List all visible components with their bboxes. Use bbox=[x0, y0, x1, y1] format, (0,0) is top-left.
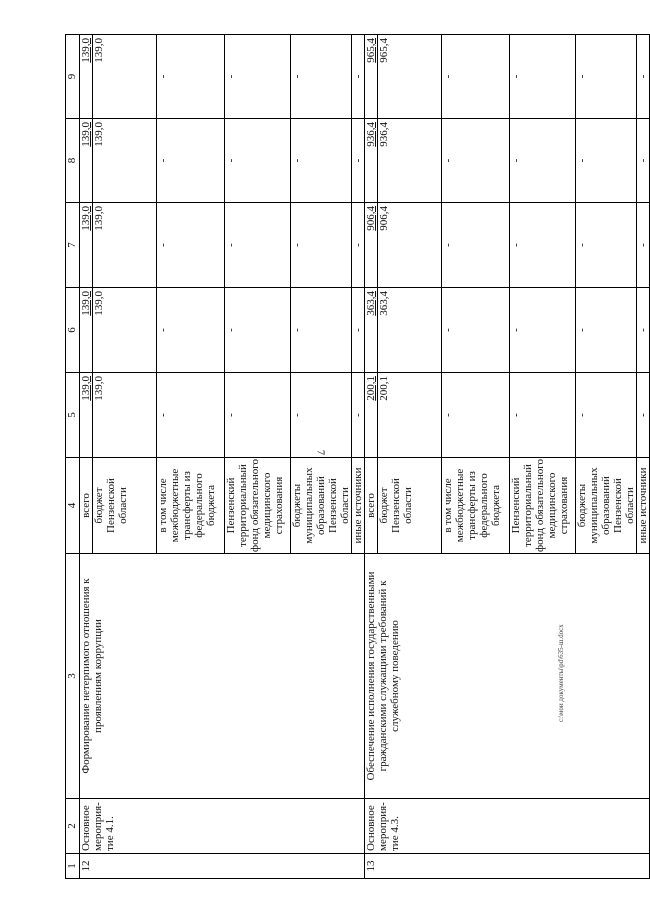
funding-value: - bbox=[291, 203, 352, 288]
funding-value: 139,0 bbox=[80, 35, 93, 119]
funding-value: - bbox=[637, 373, 650, 458]
funding-value: - bbox=[510, 203, 576, 288]
funding-value: 965,4 bbox=[365, 35, 378, 119]
funding-value: 139,0 bbox=[80, 288, 93, 373]
row-number: 12 bbox=[80, 854, 365, 879]
column-number: 1 bbox=[66, 854, 80, 879]
funding-value: - bbox=[291, 373, 352, 458]
funding-value: - bbox=[225, 119, 291, 203]
funding-source: в том числе межбюджетные трансферты из федерального бюджета bbox=[442, 458, 510, 554]
funding-value: - bbox=[637, 203, 650, 288]
column-number: 6 bbox=[66, 288, 80, 373]
funding-value: - bbox=[352, 35, 365, 119]
funding-value: - bbox=[157, 203, 225, 288]
funding-value: 139,0 bbox=[93, 288, 157, 373]
funding-source: Пензенский территориальный фонд обязательного медицинского страхования bbox=[225, 458, 291, 554]
funding-source: иные источники bbox=[352, 458, 365, 554]
funding-value: 200,1 bbox=[378, 373, 442, 458]
column-number: 8 bbox=[66, 119, 80, 203]
funding-value: - bbox=[637, 35, 650, 119]
measure-description: Формирование нетерпимого отношения к проявлениям коррупции bbox=[80, 554, 365, 799]
funding-value: 139,0 bbox=[93, 119, 157, 203]
funding-value: - bbox=[225, 35, 291, 119]
funding-value: 906,4 bbox=[378, 203, 442, 288]
funding-value: - bbox=[576, 35, 637, 119]
funding-value: - bbox=[637, 288, 650, 373]
funding-value: - bbox=[291, 35, 352, 119]
funding-value: - bbox=[225, 288, 291, 373]
funding-value: 139,0 bbox=[80, 203, 93, 288]
funding-value: - bbox=[352, 288, 365, 373]
funding-value: - bbox=[510, 373, 576, 458]
funding-source: бюджет Пензенской области bbox=[378, 458, 442, 554]
funding-value: 936,4 bbox=[365, 119, 378, 203]
funding-value: - bbox=[225, 373, 291, 458]
measure-description: Обеспечение исполнения государственными гражданскими служащими требований к служебному поведению bbox=[365, 554, 650, 799]
funding-value: - bbox=[637, 119, 650, 203]
funding-value: - bbox=[352, 203, 365, 288]
funding-source: бюджет Пензенской области bbox=[93, 458, 157, 554]
funding-value: - bbox=[225, 203, 291, 288]
funding-source: Пензенский территориальный фонд обязательного медицинского страхования bbox=[510, 458, 576, 554]
funding-value: 200,1 bbox=[365, 373, 378, 458]
funding-value: - bbox=[442, 373, 510, 458]
funding-value: - bbox=[442, 35, 510, 119]
funding-value: 965,4 bbox=[378, 35, 442, 119]
funding-source: бюджеты муниципальных образований Пензенской области bbox=[576, 458, 637, 554]
funding-value: 936,4 bbox=[378, 119, 442, 203]
funding-value: - bbox=[576, 203, 637, 288]
funding-value: - bbox=[510, 288, 576, 373]
funding-value: - bbox=[291, 119, 352, 203]
column-number: 9 bbox=[66, 35, 80, 119]
column-number: 7 bbox=[66, 203, 80, 288]
funding-value: - bbox=[291, 288, 352, 373]
funding-value: 363,4 bbox=[365, 288, 378, 373]
column-number: 2 bbox=[66, 799, 80, 854]
funding-value: - bbox=[510, 35, 576, 119]
funding-value: - bbox=[576, 119, 637, 203]
funding-value: - bbox=[157, 119, 225, 203]
funding-source: всего bbox=[80, 458, 93, 554]
column-number: 5 bbox=[66, 373, 80, 458]
funding-value: 906,4 bbox=[365, 203, 378, 288]
funding-value: 139,0 bbox=[93, 35, 157, 119]
funding-value: - bbox=[442, 119, 510, 203]
funding-value: - bbox=[576, 373, 637, 458]
funding-value: - bbox=[352, 373, 365, 458]
column-number: 3 bbox=[66, 554, 80, 799]
funding-value: - bbox=[157, 288, 225, 373]
funding-value: 139,0 bbox=[93, 203, 157, 288]
table-row bbox=[365, 35, 378, 879]
footer-file-path: c:\мои документы\pd\635-ш.docx bbox=[557, 624, 565, 722]
column-number: 4 bbox=[66, 458, 80, 554]
funding-value: - bbox=[352, 119, 365, 203]
funding-value: - bbox=[510, 119, 576, 203]
row-number: 13 bbox=[365, 854, 650, 879]
funding-source: иные источники bbox=[637, 458, 650, 554]
column-number-row bbox=[66, 35, 80, 879]
funding-value: 139,0 bbox=[93, 373, 157, 458]
budget-table-sheet bbox=[65, 35, 649, 879]
funding-source: в том числе межбюджетные трансферты из федерального бюджета bbox=[157, 458, 225, 554]
funding-value: 139,0 bbox=[80, 119, 93, 203]
funding-value: - bbox=[157, 373, 225, 458]
table-row bbox=[80, 35, 93, 879]
funding-source: всего bbox=[365, 458, 378, 554]
funding-source: бюджеты муниципальных образований Пензенской области bbox=[291, 458, 352, 554]
funding-value: - bbox=[442, 203, 510, 288]
measure-name: Основное мероприя-тие 4.1. bbox=[80, 799, 365, 854]
funding-value: - bbox=[157, 35, 225, 119]
funding-value: 363,4 bbox=[378, 288, 442, 373]
funding-value: 139,0 bbox=[80, 373, 93, 458]
funding-value: - bbox=[442, 288, 510, 373]
funding-value: - bbox=[576, 288, 637, 373]
page-number: 7 bbox=[314, 450, 326, 455]
measure-name: Основное мероприя-тие 4.3. bbox=[365, 799, 650, 854]
